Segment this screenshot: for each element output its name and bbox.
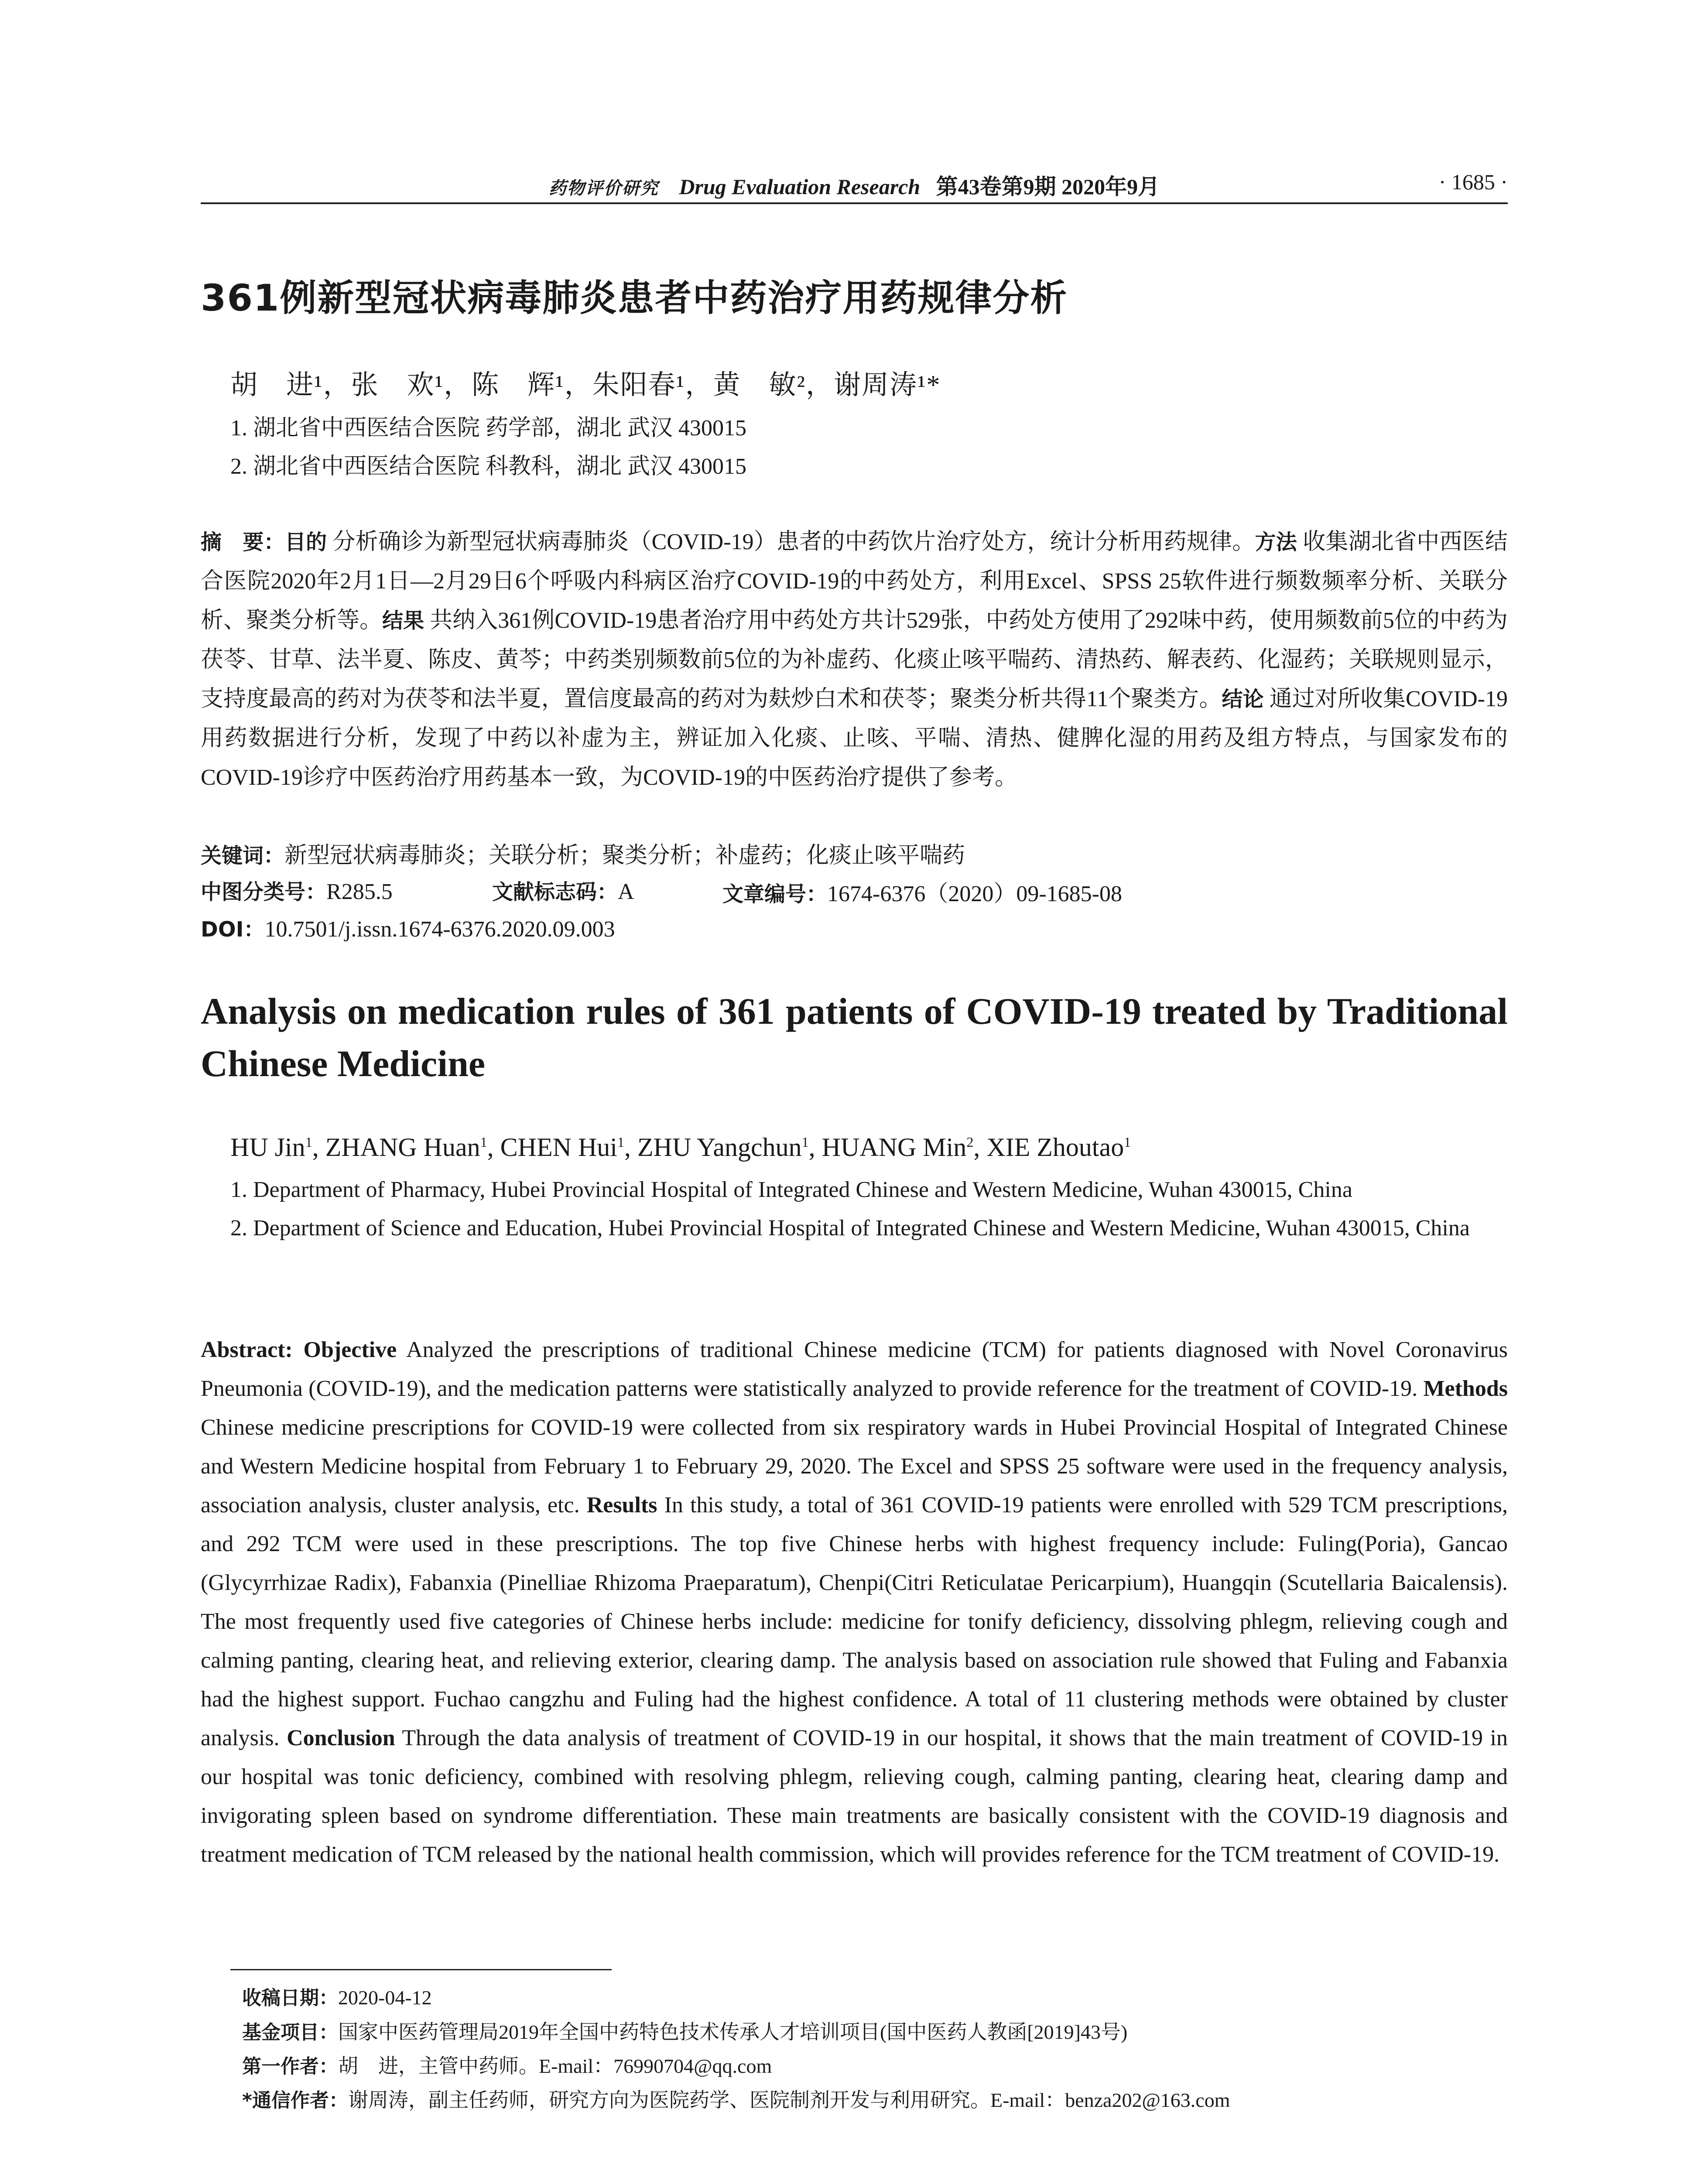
cn-objective-label: 目的: [284, 530, 327, 554]
running-header: [201, 169, 1508, 200]
article-number-label: 文章编号：: [722, 882, 828, 906]
cn-affiliation-1: 1. 湖北省中西医结合医院 药学部，湖北 武汉 430015: [230, 416, 747, 441]
doi-label: DOI：: [201, 917, 265, 942]
doccode-label: 文献标志码：: [492, 880, 618, 904]
en-author: ZHANG Huan: [325, 1133, 480, 1162]
en-author: HUANG Min: [821, 1133, 967, 1162]
en-title: Analysis on medication rules of 361 patients of COVID-19 treated by Traditional Chinese Medicine: [201, 990, 1508, 1084]
doccode-value: A: [618, 879, 634, 904]
footnote-corresponding-author: *通信作者：谢周涛，副主任药师，研究方向为医院药学、医院制剂开发与利用研究。E-mail：benza202@163.com: [242, 2089, 1230, 2112]
en-methods-label: Methods: [1423, 1376, 1508, 1401]
cn-abstract-label: 摘 要：: [201, 530, 285, 554]
journal-issue: 第43卷第9期 2020年9月: [936, 174, 1160, 199]
cn-title: 361例新型冠状病毒肺炎患者中药治疗用药规律分析: [201, 277, 1068, 319]
cn-authors: 胡 进¹，张 欢¹，陈 辉¹，朱阳春¹，黄 敏²，谢周涛¹*: [230, 370, 941, 400]
en-author: CHEN Hui: [500, 1133, 617, 1162]
article-number-value: 1674-6376（2020）09-1685-08: [827, 882, 1122, 906]
cn-keywords-label: 关键词：: [201, 844, 285, 868]
en-authors: HU Jin$^1$, ZHANG Huan$^1$, CHEN Hui$^1$, ZHU Yangchun$^1$, HUANG Min$^2$, XIE Zhoutao$^1$: [230, 1133, 1131, 1162]
cn-results-label: 结果: [382, 608, 424, 633]
cn-methods-label: 方法: [1255, 530, 1297, 554]
en-conclusion-text: Through the data analysis of treatment of COVID-19 in our hospital, it shows that the main treatment of COVID-19 in our hospital was tonic deficiency, combined with resolving phlegm, relieving cough, calming panting, clearing heat, clearing damp and invigorating spleen based on syndrome differentiation. These main treatments are basically consistent with the COVID-19 diagnosis and treatment medication of TCM released by the national health commission, which will provides reference for the TCM treatment of COVID-19.: [201, 1726, 1508, 1867]
en-affiliation-1: 1. Department of Pharmacy, Hubei Provincial Hospital of Integrated Chinese and Western Medicine, Wuhan 430015, China: [230, 1177, 1352, 1202]
clc-label: 中图分类号：: [201, 880, 327, 904]
page-number: · 1685 ·: [1438, 170, 1508, 194]
doi-line: [201, 913, 615, 943]
clc-value: R285.5: [326, 879, 393, 904]
cn-affiliation-2: 2. 湖北省中西医结合医院 科教科，湖北 武汉 430015: [230, 454, 747, 479]
en-conclusion-label: Conclusion: [287, 1726, 395, 1750]
footnote-rule: [230, 1969, 612, 1970]
footnote-fund: 基金项目：国家中医药管理局2019年全国中药特色技术传承人才培训项目(国中医药人教函[2019]43号): [242, 2021, 1128, 2044]
cn-abstract: [201, 523, 1508, 797]
journal-logo: 药物评价研究: [548, 178, 659, 198]
en-author: HU Jin: [230, 1133, 305, 1162]
en-results-text: In this study, a total of 361 COVID-19 patients were enrolled with 529 TCM prescriptions, and 292 TCM were used in these prescriptions. The top five Chinese herbs with highest frequency include: Fuling(Poria), Gancao (Glycyrrhizae Radix), Fabanxia (Pinelliae Rhizoma Praeparatum), Chenpi(Citri Reticulatae Pericarpium), Huangqin (Scutellaria Baicalensis). The most frequently used five categories of Chinese herbs include: medicine for tonify deficiency, dissolving phlegm, relieving cough and calming panting, clearing heat, and relieving exterior, clearing damp. The analysis based on association rule showed that Fuling and Fabanxia had the highest support. Fuchao cangzhu and Fuling had the highest confidence. A total of 11 clustering methods were obtained by cluster analysis.: [201, 1493, 1508, 1750]
cn-keywords-text: 新型冠状病毒肺炎；关联分析；聚类分析；补虚药；化痰止咳平喘药: [284, 843, 965, 868]
en-abstract-label: Abstract:: [201, 1337, 293, 1362]
en-methods-text: Chinese medicine prescriptions for COVID-19 were collected from six respiratory wards in Hubei Provincial Hospital of Integrated Chinese and Western Medicine hospital from February 1 to February 29, 2020. The Excel and SPSS 25 software were used in the frequency analysis, association analysis, cluster analysis, etc.: [201, 1415, 1508, 1518]
header-rule: [201, 202, 1508, 204]
en-objective-label: Objective: [303, 1337, 397, 1362]
cn-conclusion-label: 结论: [1222, 687, 1264, 711]
cn-keywords: [201, 837, 965, 869]
en-author: ZHU Yangchun: [637, 1133, 802, 1162]
en-affiliation-2: 2. Department of Science and Education, Hubei Provincial Hospital of Integrated Chinese and Western Medicine, Wuhan 430015, China: [230, 1216, 1470, 1241]
cn-objective-text: 分析确诊为新型冠状病毒肺炎（COVID-19）患者的中药饮片治疗处方，统计分析用药规律。: [332, 530, 1255, 554]
journal-name: Drug Evaluation Research: [679, 174, 921, 199]
cn-results-text: 共纳入361例COVID-19患者治疗用中药处方共计529张，中药处方使用了292味中药，使用频数前5位的中药为茯苓、甘草、法半夏、陈皮、黄芩；中药类别频数前5位的为补虚药、化痰止咳平喘药、清热药、解表药、化湿药；关联规则显示，支持度最高的药对为茯苓和法半夏，置信度最高的药对为麸炒白术和茯苓；聚类分析共得11个聚类方。: [201, 608, 1508, 711]
en-results-label: Results: [586, 1493, 657, 1518]
cn-methods-text: 收集湖北省中西医结合医院2020年2月1日—2月29日6个呼吸内科病区治疗COVID-19的中药处方，利用Excel、SPSS 25软件进行频数频率分析、关联分析、聚类分析等。: [201, 530, 1508, 633]
cn-conclusion-text: 通过对所收集COVID-19用药数据进行分析，发现了中药以补虚为主，辨证加入化痰、止咳、平喘、清热、健脾化湿的用药及组方特点，与国家发布的COVID-19诊疗中医药治疗用药基本一致，为COVID-19的中医药治疗提供了参考。: [201, 687, 1508, 790]
doi-value: 10.7501/j.issn.1674-6376.2020.09.003: [264, 917, 615, 942]
en-author: XIE Zhoutao: [986, 1133, 1124, 1162]
footnote-received: 收稿日期：2020-04-12: [242, 1986, 432, 2009]
en-abstract: [201, 1330, 1508, 1874]
footnote-first-author: 第一作者：胡 进，主管中药师。E-mail：76990704@qq.com: [242, 2055, 772, 2078]
en-objective-text: Analyzed the prescriptions of traditional Chinese medicine (TCM) for patients diagnosed with Novel Coronavirus Pneumonia (COVID-19), and the medication patterns were statistically analyzed to provide reference for the treatment of COVID-19.: [201, 1337, 1508, 1401]
